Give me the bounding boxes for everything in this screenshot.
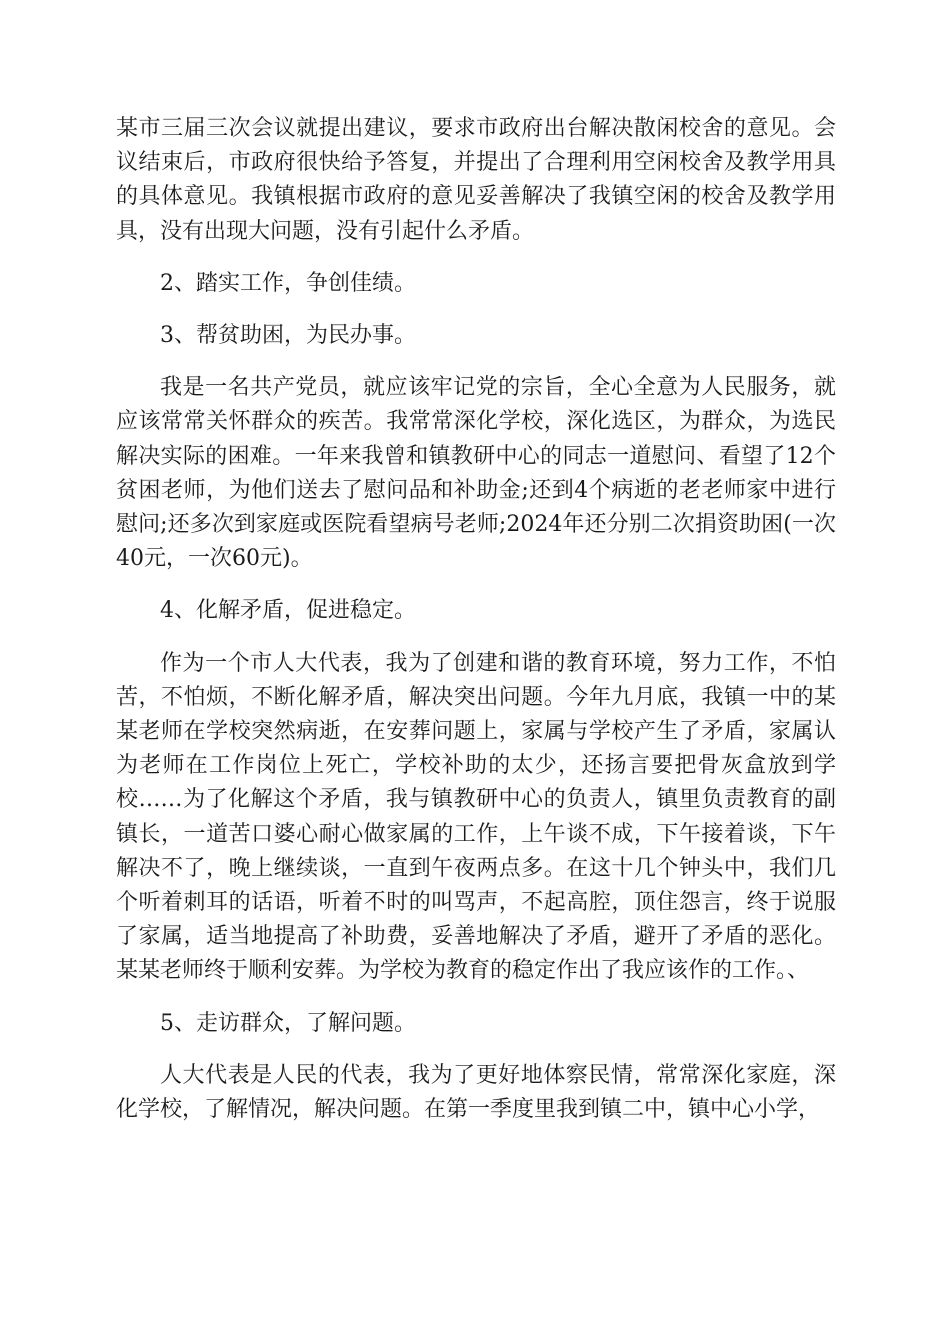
paragraph-continuation: 某市三届三次会议就提出建议，要求市政府出台解决散闲校舍的意见。会议结束后，市政府很快给予答复，并提出了合理利用空闲校舍及教学用具的具体意见。我镇根据市政府的意见妥善解决了我镇空闲的校舍及教学用具，没有出现大问题，没有引起什么矛盾。	[116, 116, 836, 244]
paragraph-visiting-public: 人大代表是人民的代表，我为了更好地体察民情，常常深化家庭，深化学校，了解情况，解决问题。在第一季度里我到镇二中，镇中心小学，	[116, 1062, 836, 1123]
section-heading-3: 3、帮贫助困，为民办事。	[160, 323, 416, 349]
paragraph-conflict-resolution: 作为一个市人大代表，我为了创建和谐的教育环境，努力工作，不怕苦，不怕烦，不断化解矛盾，解决突出问题。今年九月底，我镇一中的某某老师在学校突然病逝，在安葬问题上，家属与学校产生了矛盾，家属认为老师在工作岗位上死亡，学校补助的太少，还扬言要把骨灰盒放到学校……为了化解这个矛盾，我与镇教研中心的负责人，镇里负责教育的副镇长，一道苦口婆心耐心做家属的工作，上午谈不成，下午接着谈，下午解决不了，晚上继续谈，一直到午夜两点多。在这十几个钟头中，我们几个听着刺耳的话语，听着不时的叫骂声，不起高腔，顶住怨言，终于说服了家属，适当地提高了补助费，妥善地解决了矛盾，避开了矛盾的恶化。某某老师终于顺利安葬。为学校为教育的稳定作出了我应该作的工作。、	[116, 650, 836, 984]
document-body	[116, 112, 836, 1145]
paragraph-poverty-relief: 我是一名共产党员，就应该牢记党的宗旨，全心全意为人民服务，就应该常常关怀群众的疾苦。我常常深化学校，深化选区，为群众，为选民解决实际的困难。一年来我曾和镇教研中心的同志一道慰问、看望了12个贫困老师，为他们送去了慰问品和补助金;还到4个病逝的老老师家中进行慰问;还多次到家庭或医院看望病号老师;2024年还分别二次捐资助困(一次40元，一次60元)。	[116, 375, 836, 572]
section-heading-4: 4、化解矛盾，促进稳定。	[160, 598, 416, 624]
section-heading-2: 2、踏实工作，争创佳绩。	[160, 270, 416, 296]
section-heading-5: 5、走访群众，了解问题。	[160, 1010, 416, 1036]
